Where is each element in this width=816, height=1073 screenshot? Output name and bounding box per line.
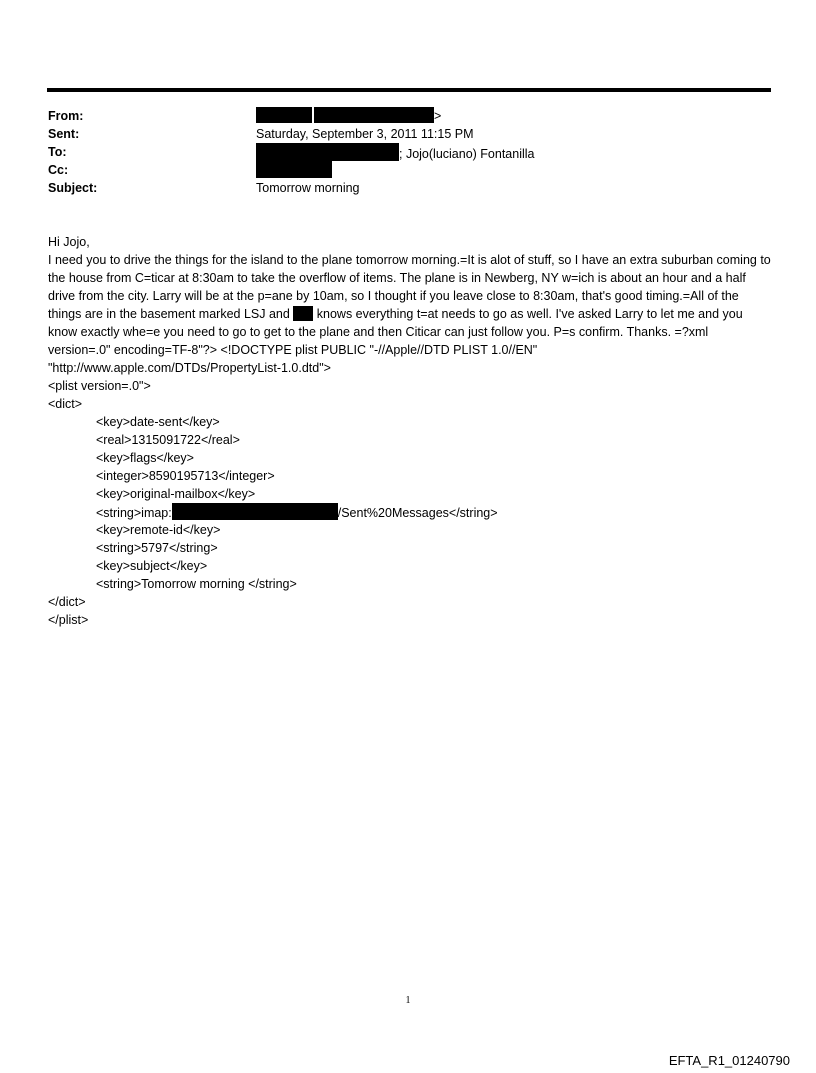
xml-dict-open: <dict> bbox=[48, 397, 83, 411]
redaction-block bbox=[172, 503, 338, 520]
sent-value: Saturday, September 3, 2011 11:15 PM bbox=[256, 127, 474, 141]
subject-label: Subject: bbox=[48, 181, 98, 195]
xml-line: <string>Tomorrow morning </string> bbox=[96, 577, 297, 591]
to-value-suffix: ; Jojo(luciano) Fontanilla bbox=[399, 147, 535, 161]
xml-line: <key>original-mailbox</key> bbox=[96, 487, 256, 501]
redaction-block bbox=[314, 107, 434, 123]
email-body bbox=[48, 233, 773, 377]
body-paragraph-part1: I need you to drive the things for the island to the plane tomorrow morning.=It is alot of stuff, so I have an extra suburban coming to the house from C=ticar at 8:30am to take the overflow of items. The plane is in Newberg, NY w=ich is about an hour and a half drive from the city. Larry will be at the p=ane by 10am, so I thought if you leave close to 8:30am, that's good timing.=All of the things are in the basement marked LSJ and bbox=[48, 253, 771, 321]
cc-label: Cc: bbox=[48, 163, 69, 177]
greeting: Hi Jojo, bbox=[48, 235, 90, 249]
xml-dict-close: </dict> bbox=[48, 595, 86, 609]
from-value bbox=[256, 107, 441, 125]
from-label: From: bbox=[48, 109, 84, 123]
redaction-block bbox=[256, 143, 399, 161]
xml-line: <string>5797</string> bbox=[96, 541, 218, 555]
to-value bbox=[256, 143, 535, 163]
redaction-block bbox=[293, 306, 313, 321]
body-paragraph bbox=[48, 251, 773, 377]
xml-line: <key>remote-id</key> bbox=[96, 523, 221, 537]
xml-imap-suffix: /Sent%20Messages</string> bbox=[337, 506, 498, 520]
xml-line: <key>subject</key> bbox=[96, 559, 208, 573]
body-paragraph-part2: knows everything t=at needs to go as well. I've asked Larry to let me and you know exactly whe=e you need to go to get to the plane and then Citicar can just follow you. P=s confirm. Thanks. =?xml version=.0" encoding=TF-8"?> <!DOCTYPE plist PUBLIC "-//Apple//DTD PLIST 1.0//EN" "http://www.apple.com/DTDs/PropertyList-1.0.dtd"> bbox=[48, 307, 743, 375]
xml-line: <integer>8590195713</integer> bbox=[96, 469, 275, 483]
page-number: 1 bbox=[405, 995, 411, 1006]
header-rule bbox=[47, 88, 771, 92]
xml-line: <real>1315091722</real> bbox=[96, 433, 240, 447]
to-label: To: bbox=[48, 145, 67, 159]
subject-value: Tomorrow morning bbox=[256, 181, 360, 195]
xml-line-imap bbox=[96, 503, 498, 522]
xml-plist-close: </plist> bbox=[48, 613, 89, 627]
redaction-block bbox=[256, 107, 312, 123]
document-id: EFTA_R1_01240790 bbox=[668, 1053, 790, 1068]
xml-imap-prefix: <string>imap: bbox=[96, 506, 172, 520]
xml-line: <key>date-sent</key> bbox=[96, 415, 220, 429]
sent-label: Sent: bbox=[48, 127, 80, 141]
redaction-block bbox=[256, 161, 332, 178]
from-value-suffix: > bbox=[434, 109, 442, 123]
xml-plist-open: <plist version=.0"> bbox=[48, 379, 151, 393]
cc-value bbox=[256, 161, 332, 180]
xml-line: <key>flags</key> bbox=[96, 451, 194, 465]
